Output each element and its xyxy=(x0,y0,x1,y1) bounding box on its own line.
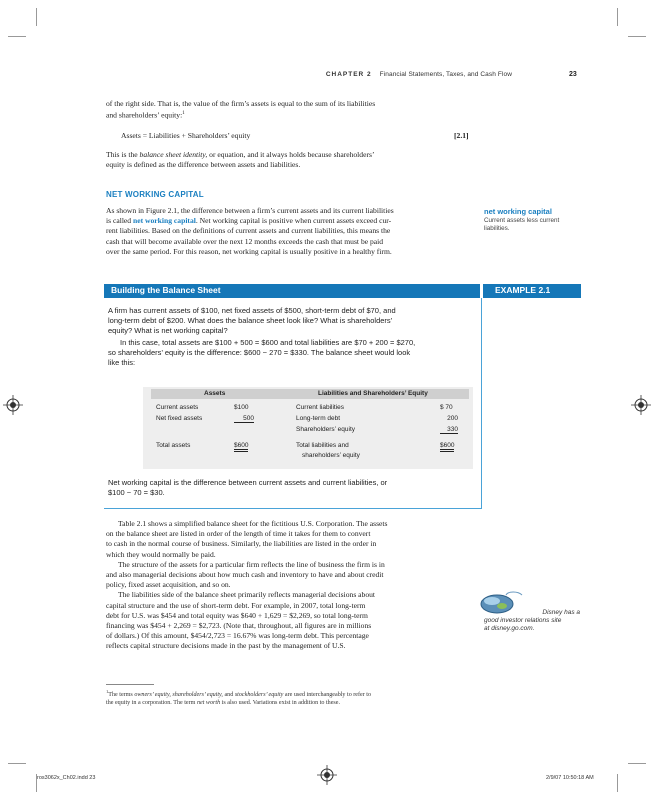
running-head xyxy=(250,71,512,78)
footnote-number: 1 xyxy=(106,689,109,694)
text-line: cash that will become available over the next 12 months exceeds the cash that must be paid xyxy=(106,236,384,246)
text-line: equity is defined as the difference between assets and liabilities. xyxy=(106,160,301,170)
body-paragraph xyxy=(106,519,478,652)
crop-mark xyxy=(8,36,26,37)
footnote-ref: 1 xyxy=(182,111,185,117)
text-line: As shown in Figure 2.1, the difference between a firm’s current assets and its current liabilities xyxy=(106,206,394,215)
example-answer xyxy=(108,338,480,368)
nwc-paragraph xyxy=(106,206,478,257)
text-span: or equation, and it always holds because shareholders’ xyxy=(207,150,375,159)
key-term: net working capital xyxy=(133,216,196,226)
disney-web-caption xyxy=(484,609,584,633)
example-title: Building the Balance Sheet xyxy=(111,285,221,295)
slug-timestamp: 2/9/07 10:50:18 AM xyxy=(546,775,594,781)
text-line: financing was $454 + 2,269 = $2,723. (Note that, throughout, all figures are in millions xyxy=(106,621,372,631)
text-line: rent liabilities. Based on the definitions of current assets and current liabilities, this means the xyxy=(106,226,391,236)
text-line: on the balance sheet are listed in order of the length of time it takes for them to convert xyxy=(106,529,371,539)
text-span: The terms xyxy=(108,692,135,699)
text-line: which they would normally be paid. xyxy=(106,549,216,559)
table-cell: Total liabilities and xyxy=(296,442,349,449)
text-line: good investor relations site xyxy=(484,617,562,624)
crop-mark xyxy=(36,8,37,26)
table-cell: Total assets xyxy=(156,442,191,449)
page-number: 23 xyxy=(569,71,577,78)
text-line xyxy=(106,150,478,160)
text-line: In this case, total assets are $100 + 500 = $600 and total liabilities are $70 + 200 = $270, xyxy=(120,338,416,347)
text-span: is called xyxy=(106,216,133,226)
text-line: to cash in the normal course of business. Similarly, the liabilities are listed in the order in xyxy=(106,539,377,549)
text-line: Table 2.1 shows a simplified balance sheet for the fictitious U.S. Corporation. The assets xyxy=(118,519,388,528)
text-line xyxy=(106,688,478,699)
assets-header: Assets xyxy=(204,390,226,397)
table-cell: $100 xyxy=(234,404,249,411)
emphasis-text: owners’ equity, shareholders’ equity, xyxy=(134,692,223,699)
text-line: and also managerial decisions about how much cash and inventory to have and about credit xyxy=(106,570,384,580)
table-cell: 330 xyxy=(440,426,458,434)
chapter-title: Financial Statements, Taxes, and Cash Flow xyxy=(379,71,512,78)
text-line: Net working capital is the difference between current assets and current liabilities, or xyxy=(108,478,388,487)
text-line: of dollars.) Of this amount, $454/2,723 = 16.67% was long-term debt. This percentage xyxy=(106,631,369,641)
text-span: are used interchangeably to refer to xyxy=(283,692,372,699)
liabilities-header: Liabilities and Shareholders’ Equity xyxy=(318,390,428,397)
table-cell: Current assets xyxy=(156,404,199,411)
table-cell: Current liabilities xyxy=(296,404,345,411)
crop-mark xyxy=(8,763,26,764)
text-span: the equity in a corporation. The term xyxy=(106,700,197,707)
text-span: is also used. Variations exist in addition to these. xyxy=(220,700,341,707)
text-line: debt for U.S. was $454 and total equity was $640 + 1,629 = $2,269, so total long-term xyxy=(106,610,368,620)
section-heading: NET WORKING CAPITAL xyxy=(106,190,204,199)
table-cell: $ 70 xyxy=(440,404,453,411)
text-line: over the same period. For this reason, net working capital is usually positive in a healthy firm. xyxy=(106,246,392,256)
crop-mark xyxy=(628,36,646,37)
equation-number: [2.1] xyxy=(454,131,469,140)
table-cell: Net fixed assets xyxy=(156,415,203,422)
margin-definition: Current assets less current liabilities. xyxy=(484,217,560,232)
table-cell: shareholders’ equity xyxy=(302,452,360,459)
text-line: A firm has current assets of $100, net fixed assets of $500, short-term debt of $70, and xyxy=(108,306,396,315)
emphasis-text: stockholders’ equity xyxy=(234,692,284,699)
registration-mark-icon xyxy=(317,765,337,785)
text-span: . Net working capital is positive when current assets exceed cur- xyxy=(195,216,392,226)
text-line xyxy=(106,216,478,226)
text-span: and shareholders’ equity: xyxy=(106,110,183,120)
text-line: The liabilities side of the balance sheet primarily reflects managerial decisions about xyxy=(118,590,376,600)
emphasis-text: net worth xyxy=(196,700,221,707)
registration-mark-icon xyxy=(631,395,651,415)
identity-paragraph xyxy=(106,150,478,170)
footnote-rule xyxy=(106,684,154,685)
table-cell: $600 xyxy=(234,442,248,452)
text-line: of the right side. That is, the value of the firm’s assets is equal to the sum of its liabilities xyxy=(106,99,376,108)
crop-mark xyxy=(628,763,646,764)
chapter-label: CHAPTER 2 xyxy=(325,71,372,78)
example-rule xyxy=(481,298,482,508)
text-line: long-term debt of $200. What does the balance sheet look like? What is shareholders’ xyxy=(108,316,393,325)
crop-mark xyxy=(617,8,618,26)
table-cell: 500 xyxy=(234,415,254,423)
example-question xyxy=(108,306,478,336)
text-line: capital structure and the use of short-term debt. For example, in 2007, total long-term xyxy=(106,600,366,610)
slug-file-name: ros3062x_Ch02.indd 23 xyxy=(37,775,96,781)
margin-term: net working capital xyxy=(484,207,552,216)
text-line: like this: xyxy=(108,358,136,367)
registration-mark-icon xyxy=(3,395,23,415)
footnote xyxy=(106,688,478,707)
example-rule xyxy=(104,508,482,509)
text-line: Disney has a xyxy=(542,609,580,616)
table-cell: $600 xyxy=(440,442,454,452)
text-line xyxy=(106,699,478,707)
text-line: at disney.go.com. xyxy=(484,625,535,632)
intro-paragraph xyxy=(106,99,478,121)
example-tag: EXAMPLE 2.1 xyxy=(495,285,551,295)
table-cell: Shareholders’ equity xyxy=(296,426,356,433)
emphasis-text: balance sheet identity, xyxy=(139,150,208,159)
table-cell: 200 xyxy=(447,415,458,422)
text-line: policy, fixed asset acquisition, and so on. xyxy=(106,580,231,590)
text-line: so shareholders’ equity is the difference: $600 − 270 = $330. The balance sheet would look xyxy=(108,348,411,357)
table-cell: Long-term debt xyxy=(296,415,341,422)
text-line: The structure of the assets for a particular firm reflects the line of business the firm is in xyxy=(118,559,385,569)
crop-mark xyxy=(617,774,618,792)
text-line: equity? What is net working capital? xyxy=(108,326,228,335)
balance-sheet-equation: Assets = Liabilities + Shareholders’ equity xyxy=(121,131,251,140)
text-span: and xyxy=(222,692,235,699)
example-conclusion xyxy=(108,478,478,498)
text-line xyxy=(106,109,478,121)
text-span: This is the xyxy=(106,150,140,159)
text-line: reflects capital structure decisions made in the past by the management of U.S. xyxy=(106,641,346,651)
text-line: $100 − 70 = $30. xyxy=(108,488,165,497)
